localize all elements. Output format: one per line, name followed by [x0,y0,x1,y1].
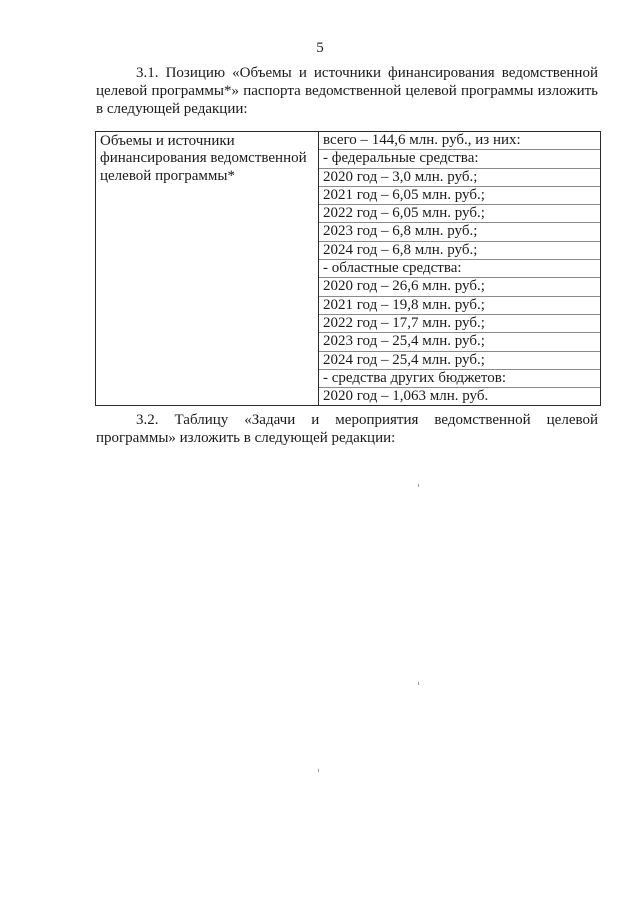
other-budgets-heading: - средства других бюджетов: [319,369,600,387]
funding-year-line: 2020 год – 3,0 млн. руб.; [319,168,600,186]
funding-values-cell [319,132,601,406]
paragraph-line: программы» изложить в следующей редакции: [96,430,396,446]
table-row [96,132,601,406]
funding-year-line: 2024 год – 25,4 млн. руб.; [319,351,600,369]
funding-year-line: 2022 год – 17,7 млн. руб.; [319,314,600,332]
funding-label-cell [96,132,319,406]
funding-total-line: всего – 144,6 млн. руб., из них: [323,132,521,148]
section-3-2-paragraph [96,411,598,447]
funding-year-line: 2021 год – 19,8 млн. руб.; [319,296,600,314]
section-3-1-paragraph [96,64,598,118]
federal-funds-heading: - федеральные средства: [319,149,600,167]
scan-speck [418,484,419,487]
funding-year-line: 2024 год – 6,8 млн. руб.; [319,241,600,259]
funding-year-line: 2020 год – 26,6 млн. руб.; [319,277,600,295]
regional-funds-heading: - областные средства: [319,259,600,277]
scan-speck [318,769,319,772]
funding-year-line: 2023 год – 6,8 млн. руб.; [319,222,600,240]
funding-year-line: 2021 год – 6,05 млн. руб.; [319,186,600,204]
funding-year-line: 2020 год – 1,063 млн. руб. [319,387,600,405]
funding-year-line: 2023 год – 25,4 млн. руб.; [319,332,600,350]
paragraph-line: 3.1. Позицию «Объемы и источники финансирования ведомственной [136,65,598,81]
paragraph-line: 3.2. Таблицу «Задачи и мероприятия ведомственной целевой [136,412,598,428]
paragraph-line: в следующей редакции: [96,101,248,117]
label-line: Объемы и источники [100,133,235,149]
funding-sources-table [95,131,601,406]
page-number: 5 [316,40,324,56]
scan-speck [418,682,419,685]
paragraph-line: целевой программы*» паспорта ведомственной целевой программы изложить [96,83,598,99]
label-line: целевой программы* [100,167,235,184]
funding-year-line: 2022 год – 6,05 млн. руб.; [319,204,600,222]
label-line: финансирования ведомственной [100,150,307,167]
